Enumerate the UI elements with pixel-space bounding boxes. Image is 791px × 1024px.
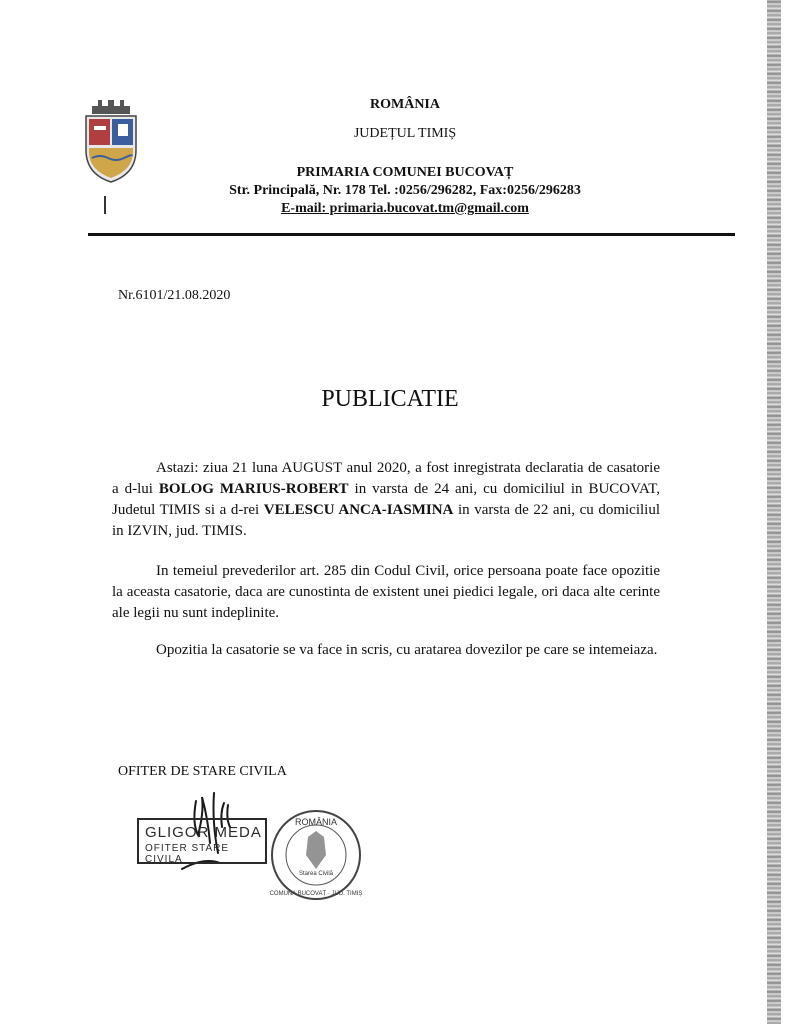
header-address: Str. Principală, Nr. 178 Tel. :0256/296282, Fax:0256/296283 xyxy=(229,183,581,198)
official-seal xyxy=(268,807,364,903)
header-county: JUDEȚUL TIMIȘ xyxy=(353,126,457,141)
header-divider xyxy=(88,233,735,236)
coat-of-arms-crest xyxy=(80,98,142,184)
declaration-text-b: in varsta de 24 ani, cu domiciliul in BUCOVAT, Judetul TIMIS si a d-rei xyxy=(112,481,660,518)
header-email: E-mail: primaria.bucovat.tm@gmail.com xyxy=(281,201,529,216)
svg-text:COMUNA BUCOVAȚ · JUD. TIMIȘ: COMUNA BUCOVAȚ · JUD. TIMIȘ xyxy=(269,891,363,897)
margin-mark xyxy=(104,196,106,214)
name-stamp xyxy=(137,818,267,864)
svg-text:ROMÂNIA: ROMÂNIA xyxy=(294,817,338,827)
signatory-role: OFITER DE STARE CIVILA xyxy=(118,764,287,779)
document-title: PUBLICATIE xyxy=(321,386,459,412)
declaration-text-c: in varsta de 22 ani, cu domiciliul in IZVIN, jud. TIMIS. xyxy=(112,502,660,539)
scan-edge xyxy=(767,0,781,1024)
paragraph-legal-basis: In temeiul prevederilor art. 285 din Codul Civil, orice persoana poate face opozitie la aceasta casatorie, daca are cunostinta de existent unei piedici legale, ori daca alte cerinte ale legii nu sunt indeplinite. xyxy=(112,563,660,621)
header-country: ROMÂNIA xyxy=(370,97,440,112)
header-institution: PRIMARIA COMUNEI BUCOVAȚ xyxy=(296,165,514,180)
groom-name: BOLOG MARIUS-ROBERT xyxy=(158,481,349,497)
bride-name: VELESCU ANCA-IASMINA xyxy=(263,502,454,518)
document-number: Nr.6101/21.08.2020 xyxy=(118,288,231,303)
stamp-role: OFITER STARE CIVILA xyxy=(145,843,230,865)
paragraph-opposition: Opozitia la casatorie se va face in scris, cu aratarea dovezilor pe care se intemeiaza. xyxy=(156,642,658,658)
declaration-text-a: Astazi: ziua 21 luna AUGUST anul 2020, a fost inregistrata declaratia de casatorie a d-lui xyxy=(112,460,660,497)
stamp-name: GLIGOR MEDA xyxy=(145,824,262,841)
paragraph-declaration xyxy=(112,458,660,542)
svg-text:Starea Civilă: Starea Civilă xyxy=(298,871,334,877)
